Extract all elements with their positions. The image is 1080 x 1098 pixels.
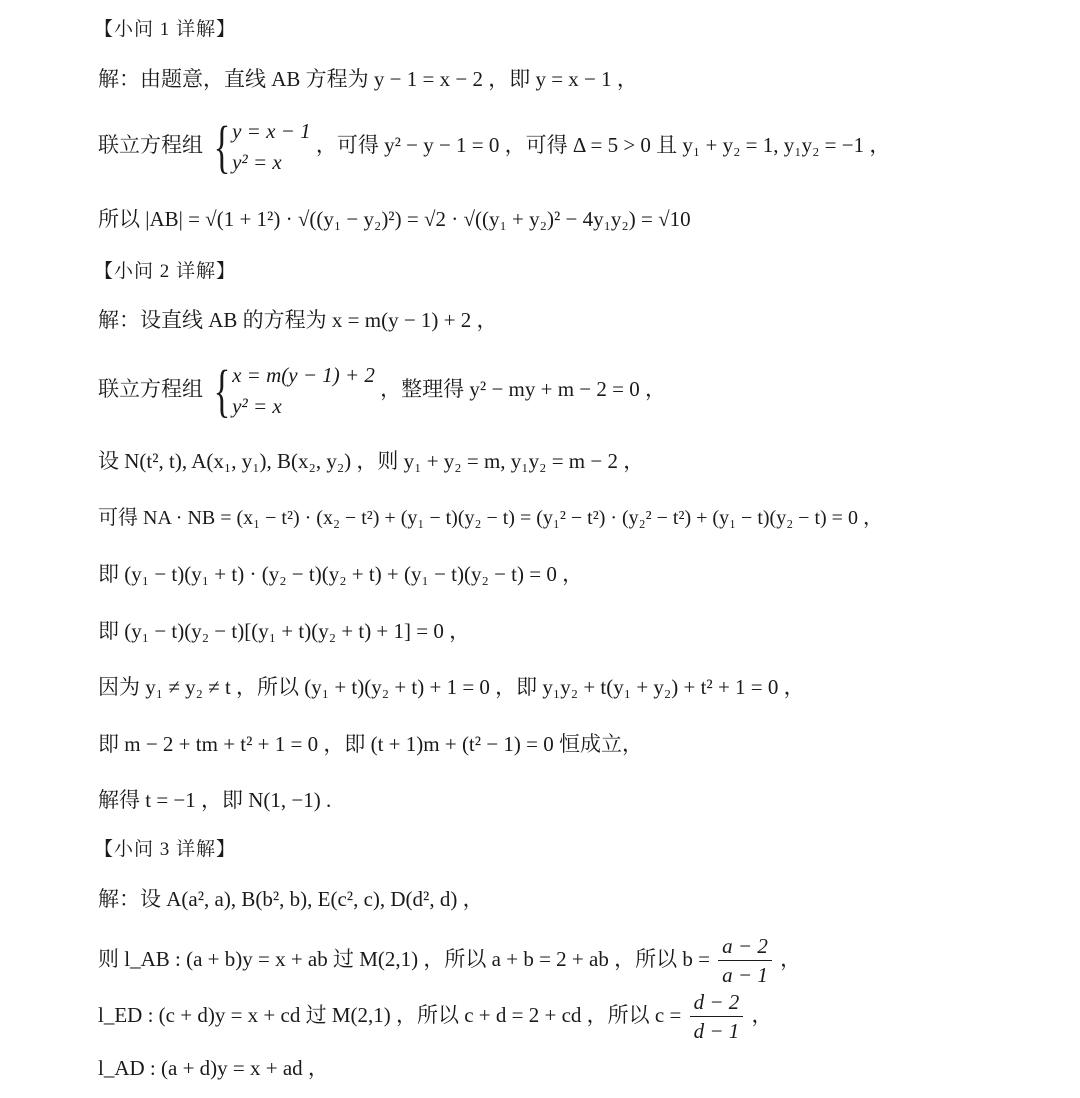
fraction-c-denominator: d − 1 bbox=[693, 1019, 740, 1043]
q3-line-2-prefix: 则 l_AB : (a + b)y = x + ab 过 M(2,1) ，所以 a + b = 2 + ab ，所以 b = bbox=[98, 946, 710, 971]
fraction-b-numerator: a − 2 bbox=[718, 936, 772, 961]
fraction-b bbox=[718, 936, 772, 986]
q2-line-6: 即 (y₁ − t)(y₂ − t)[(y₁ + t)(y₂ + t) + 1] = 0 ， bbox=[98, 619, 471, 643]
q2-line-7: 因为 y₁ ≠ y₂ ≠ t ，所以 (y₁ + t)(y₂ + t) + 1 = 0 ，即 y₁y₂ + t(y₁ + y₂) + t² + 1 = 0 ， bbox=[98, 675, 805, 699]
q2-system-row-2: y² = x bbox=[232, 394, 282, 418]
q2-line-2-prefix: 联立方程组 bbox=[98, 376, 203, 401]
q1-line-3: 所以 |AB| = √(1 + 1²) · √((y₁ − y₂)²) = √2 · √((y₁ + y₂)² − 4y₁y₂) = √10 bbox=[98, 207, 691, 231]
q1-heading: 【小问 1 详解】 bbox=[94, 19, 237, 40]
q1-equation-system bbox=[208, 114, 311, 179]
q3-heading: 【小问 3 详解】 bbox=[94, 839, 237, 860]
q2-system-row-1: x = m(y − 1) + 2 bbox=[232, 363, 375, 387]
q2-line-1: 解：设直线 AB 的方程为 x = m(y − 1) + 2 ， bbox=[98, 308, 498, 332]
brace-symbol: { bbox=[213, 114, 231, 179]
q2-heading: 【小问 2 详解】 bbox=[94, 261, 237, 282]
q2-line-3: 设 N(t², t), A(x₁, y₁), B(x₂, y₂) ，则 y₁ + y₂ = m, y₁y₂ = m − 2 ， bbox=[98, 449, 645, 473]
q1-line-1: 解：由题意，直线 AB 方程为 y − 1 = x − 2 ，即 y = x − 1 ， bbox=[98, 67, 638, 91]
q2-line-8: 即 m − 2 + tm + t² + 1 = 0 ，即 (t + 1)m + (t² − 1) = 0 恒成立， bbox=[98, 732, 643, 756]
q1-system-row-2: y² = x bbox=[232, 150, 282, 174]
q1-line-2 bbox=[98, 114, 1070, 179]
q1-system-row-1: y = x − 1 bbox=[232, 119, 311, 143]
q3-line-3-prefix: l_ED : (c + d)y = x + cd 过 M(2,1) ，所以 c + d = 2 + cd ，所以 c = bbox=[98, 1002, 682, 1027]
q1-line-2-suffix: ，可得 y² − y − 1 = 0 ，可得 Δ = 5 > 0 且 y₁ + y₂ = 1, y₁y₂ = −1 ， bbox=[315, 132, 891, 157]
q3-line-2-suffix: ， bbox=[780, 946, 802, 971]
fraction-c bbox=[690, 992, 744, 1042]
q2-line-4: 可得 NA · NB = (x₁ − t²) · (x₂ − t²) + (y₁ − t)(y₂ − t) = (y₁² − t²) · (y₂² − t²) + (y₁ − t)(y₂ − t) = 0 ， bbox=[98, 507, 883, 529]
q3-line-3 bbox=[98, 992, 1070, 1042]
q3-line-4: l_AD : (a + d)y = x + ad ， bbox=[98, 1056, 329, 1080]
q3-line-1: 解：设 A(a², a), B(b², b), E(c², c), D(d², d) ， bbox=[98, 887, 484, 911]
q2-line-9: 解得 t = −1 ，即 N(1, −1) . bbox=[98, 788, 332, 812]
q1-line-2-prefix: 联立方程组 bbox=[98, 132, 203, 157]
fraction-b-denominator: a − 1 bbox=[722, 963, 768, 987]
q2-line-5: 即 (y₁ − t)(y₁ + t) · (y₂ − t)(y₂ + t) + (y₁ − t)(y₂ − t) = 0 ， bbox=[98, 562, 584, 586]
q2-equation-system bbox=[208, 358, 375, 423]
q3-line-2 bbox=[98, 936, 1070, 986]
q2-line-2 bbox=[98, 358, 1070, 423]
q2-line-2-suffix: ，整理得 y² − my + m − 2 = 0 ， bbox=[380, 376, 666, 401]
brace-symbol: { bbox=[213, 358, 231, 423]
fraction-c-numerator: d − 2 bbox=[690, 992, 744, 1017]
q3-line-3-suffix: ， bbox=[751, 1002, 773, 1027]
